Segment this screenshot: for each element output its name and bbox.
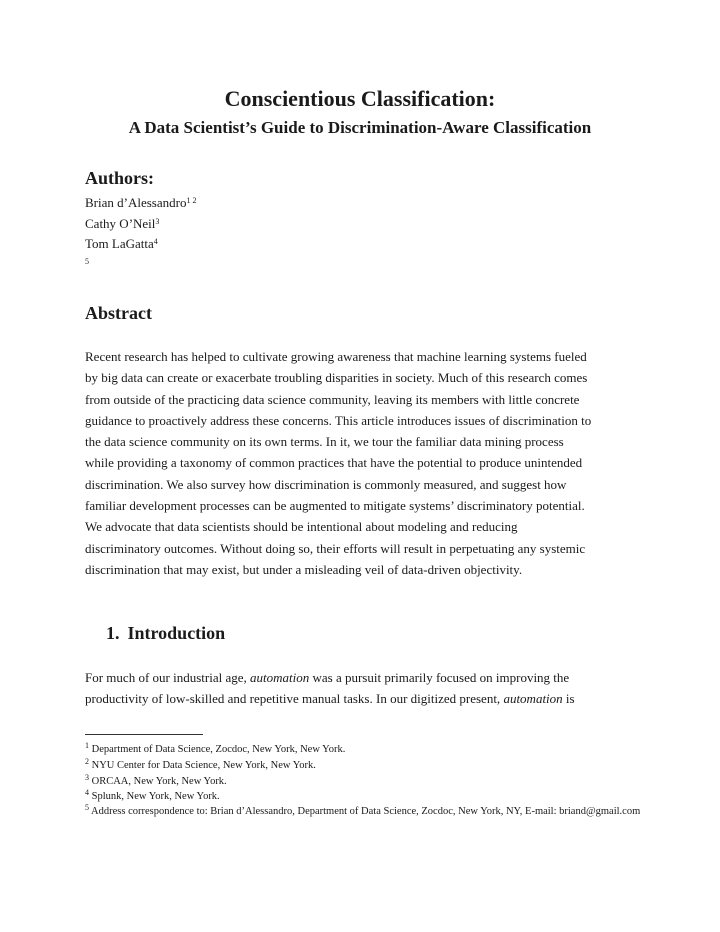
intro-line	[85, 688, 645, 709]
footnote-text: Splunk, New York, New York.	[91, 791, 220, 803]
section-number: 1.	[106, 623, 120, 643]
footnote-text: Address correspondence to: Brian d’Alessandro, Department of Data Science, Zocdoc, New York, NY, E-mail: briand@gmail.com	[91, 806, 641, 818]
footnote-divider	[85, 734, 203, 735]
abstract-line: familiar development processes can be augmented to mitigate systems’ discriminatory potential.	[85, 498, 585, 514]
introduction-body	[85, 667, 645, 710]
abstract-line: the data science community on its own terms. In it, we tour the familiar data mining process	[85, 434, 564, 450]
footnote-text: ORCAA, New York, New York.	[91, 775, 227, 787]
affiliation-marks: 4	[153, 237, 158, 246]
footnote-number: 5	[85, 803, 89, 813]
footnote-item	[85, 789, 645, 805]
footnote-item	[85, 805, 645, 821]
author-name: Tom LaGatta	[85, 236, 154, 251]
footnote-number: 4	[85, 788, 89, 798]
author-item	[85, 234, 196, 255]
section-title: Introduction	[127, 623, 226, 643]
intro-text: was a pursuit primarily focused on improving the	[309, 670, 570, 685]
abstract-line: from outside of the practicing data science community, leaving its members with little concrete	[85, 391, 580, 407]
footnote-item	[85, 758, 645, 774]
intro-text: is	[562, 691, 575, 707]
intro-line	[85, 667, 645, 688]
author-name: Cathy O’Neil	[85, 215, 156, 231]
footnote-item	[85, 742, 645, 758]
author-item	[85, 214, 196, 235]
affiliation-marks: 1 2	[186, 196, 197, 205]
paper-title: Conscientious Classification:	[224, 86, 496, 111]
abstract-heading: Abstract	[85, 303, 152, 323]
footnote-item	[85, 774, 645, 790]
intro-text: productivity of low-skilled and repetitive manual tasks. In our digitized present,	[85, 691, 504, 707]
intro-text: For much of our industrial age,	[85, 670, 250, 685]
footnotes	[85, 742, 645, 821]
author-item	[85, 193, 196, 214]
correspondence-mark: 5	[85, 256, 89, 266]
abstract-line: guidance to proactively address these concerns. This article introduces issues of discrimination to	[85, 412, 592, 428]
abstract-line: discriminatory outcomes. Without doing so, their efforts will result in perpetuating any systemic	[85, 540, 586, 556]
abstract-line: discrimination that may exist, but under a misleading veil of data-driven objectivity.	[85, 561, 523, 577]
author-list	[85, 193, 196, 269]
footnote-text: NYU Center for Data Science, New York, New York.	[91, 759, 316, 771]
introduction-heading	[106, 622, 225, 644]
authors-heading: Authors:	[85, 168, 155, 188]
abstract-body	[85, 346, 645, 580]
footnote-number: 1	[85, 741, 89, 750]
footnote-text: Department of Data Science, Zocdoc, New York, New York.	[91, 744, 346, 755]
footnote-number: 3	[85, 772, 89, 782]
paper-subtitle: A Data Scientist’s Guide to Discrimination-Aware Classification	[128, 118, 592, 137]
abstract-line: We advocate that data scientists should be intentional about modeling and reducing	[85, 519, 518, 535]
abstract-line: Recent research has helped to cultivate growing awareness that machine learning systems fueled	[85, 349, 587, 364]
affiliation-marks: 3	[155, 216, 160, 226]
intro-emphasis: automation	[250, 670, 310, 685]
author-name: Brian d’Alessandro	[85, 195, 187, 210]
abstract-line: discrimination. We also survey how discrimination is commonly measured, and suggest how	[85, 476, 567, 492]
abstract-line: by big data can create or exacerbate troubling disparities in society. Much of this research comes	[85, 370, 588, 386]
footnote-number: 2	[85, 756, 89, 766]
intro-emphasis: automation	[503, 691, 563, 707]
abstract-line: while providing a taxonomy of common practices that have the potential to produce unintended	[85, 455, 583, 471]
